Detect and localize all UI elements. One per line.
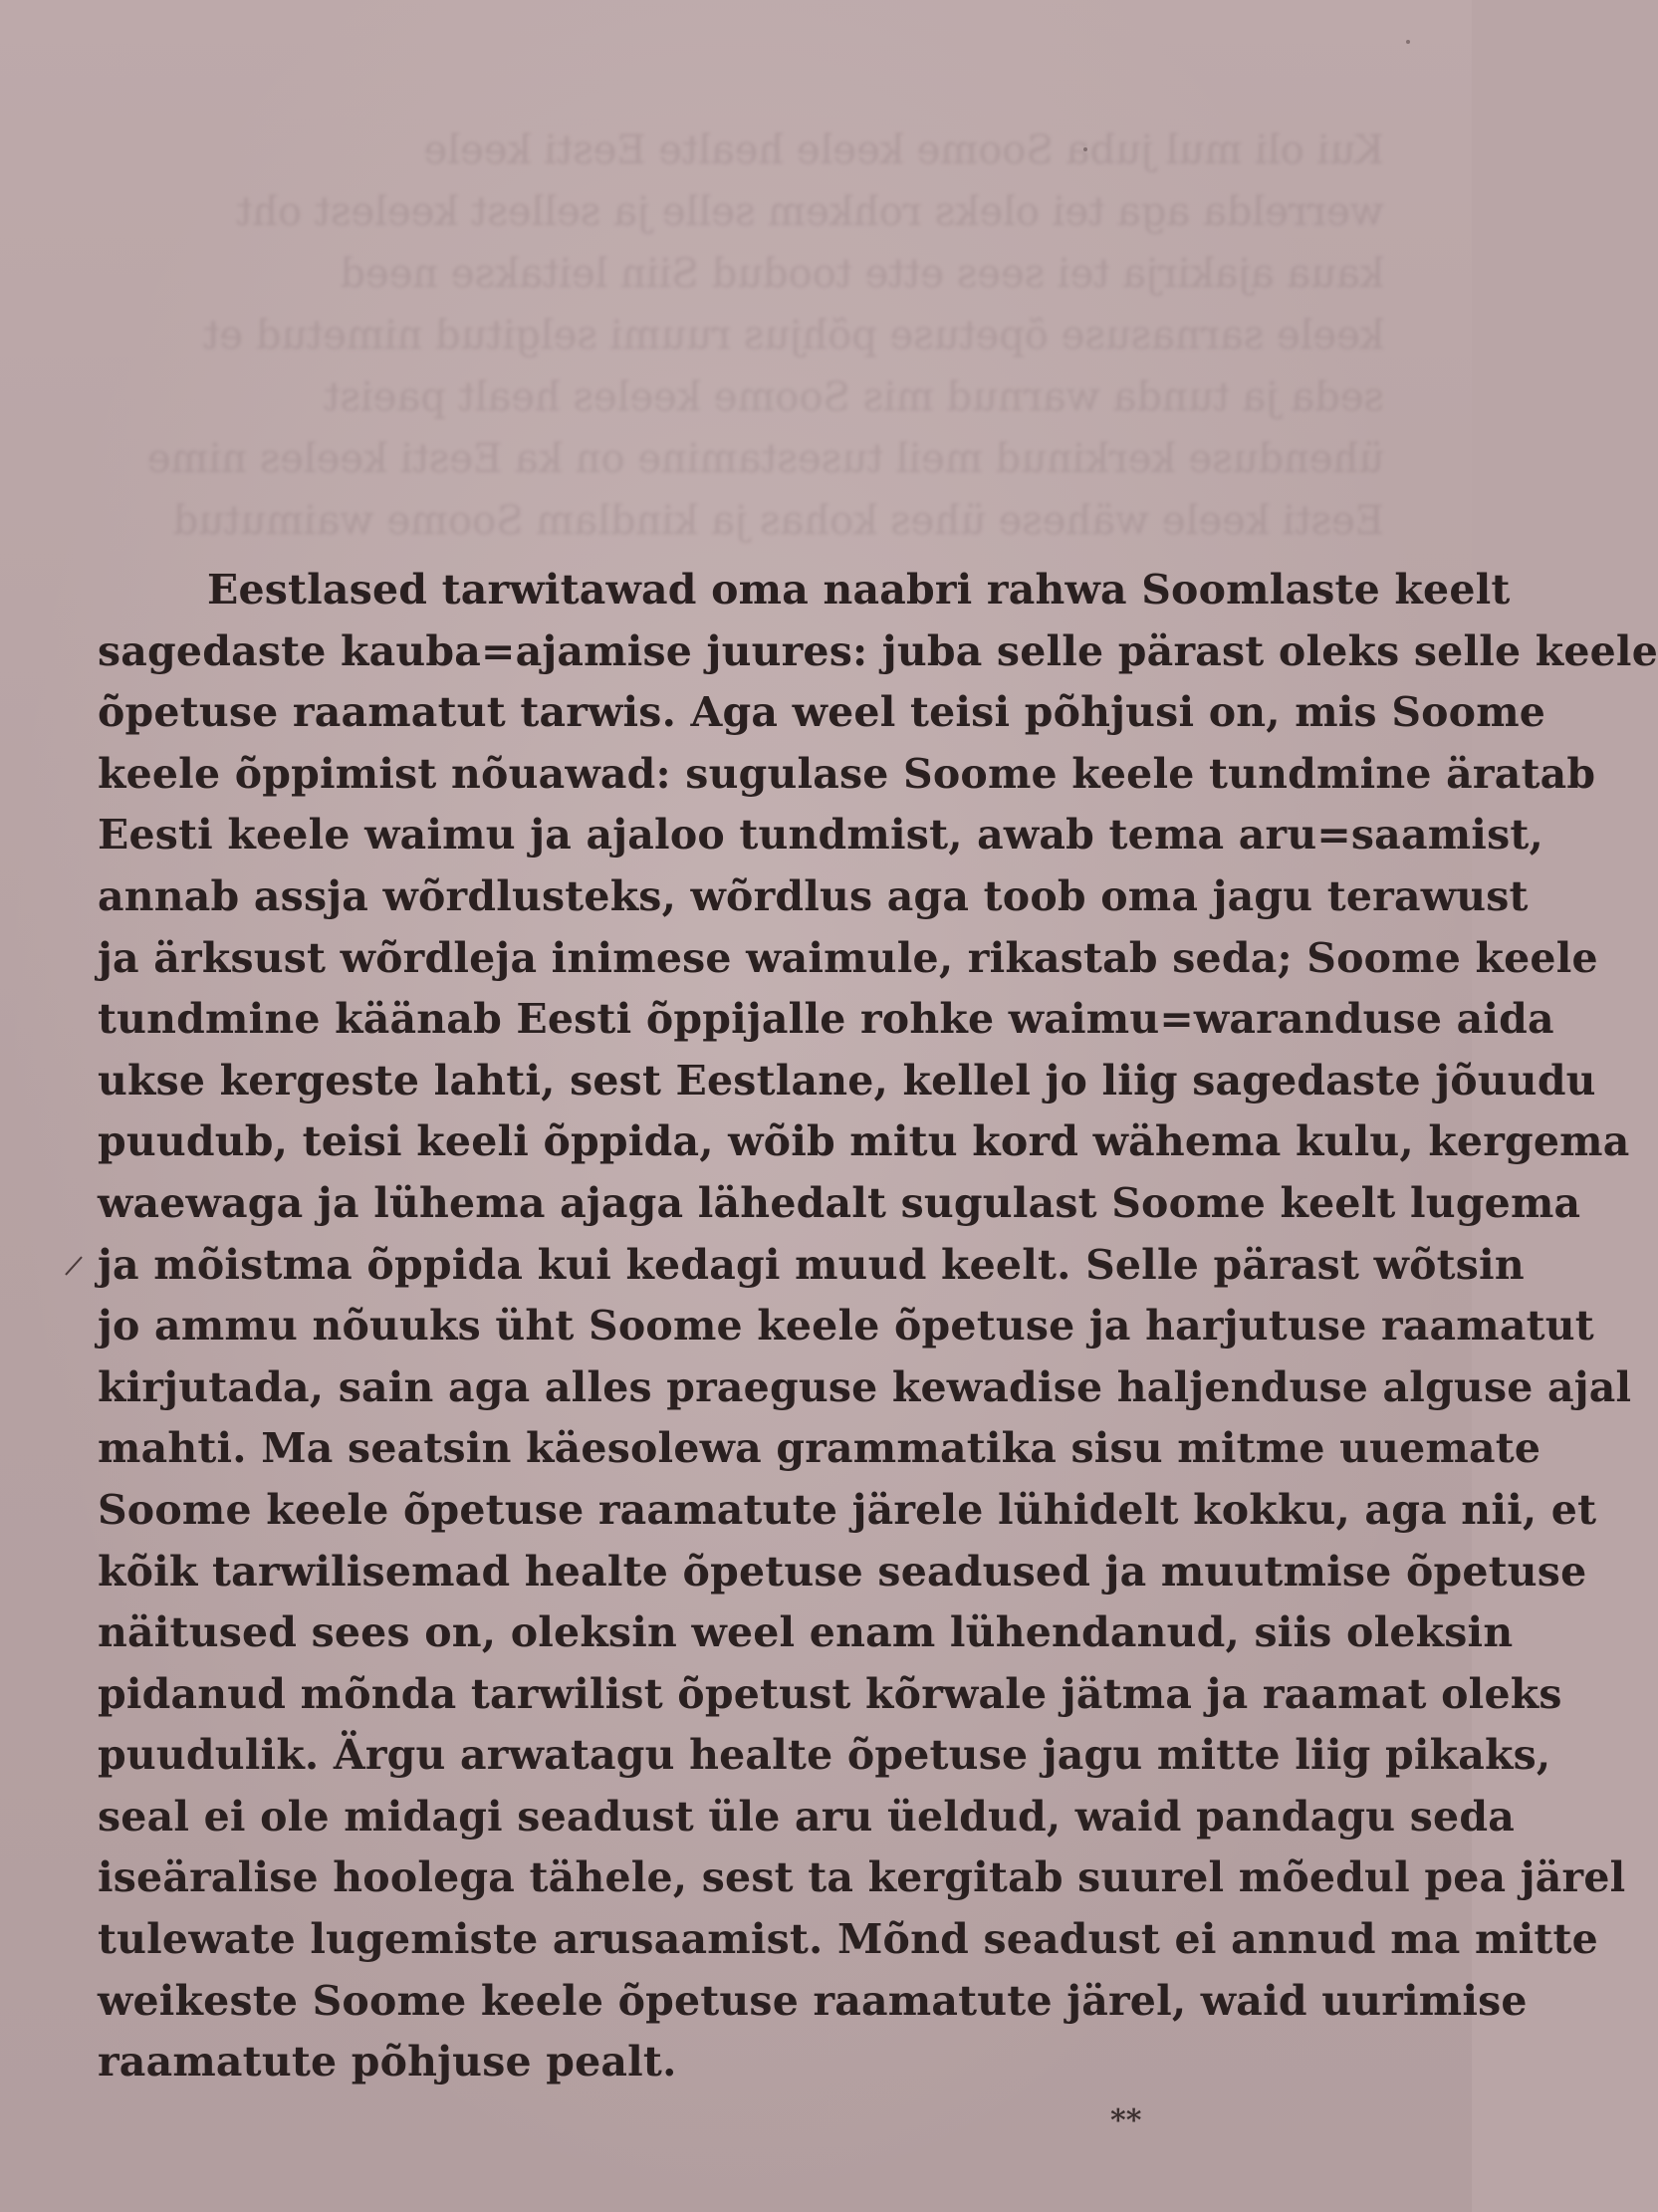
text-line: keele õppimist nõuawad: sugulase Soome keele tundmine äratab [98, 749, 1596, 798]
text-line: Soome keele õpetuse raamatute järele lühidelt kokku, aga nii, et [98, 1485, 1597, 1534]
signature-mark: ** [1110, 2103, 1142, 2138]
text-line: Eestlased tarwitawad oma naabri rahwa Soomlaste keelt [207, 566, 1511, 614]
text-line: waewaga ja lühema ajaga lähedalt sugulast Soome keelt lugema [98, 1178, 1581, 1227]
text-line: Eesti keele waimu ja ajaloo tundmist, awab tema aru=saamist, [98, 811, 1543, 860]
body-paragraph [98, 560, 1658, 2093]
text-line: kirjutada, sain aga alles praeguse kewadise haljenduse alguse ajal [98, 1362, 1632, 1411]
bleed-through-text: Kui oli mul juba Soome keele healte Eesti keele werrelda aga tei oleks rohkem selle ja sellest keelest oht kaua ajakirja tei sees ette toodud Siin leitakse need keele sarnasuse õpetuse põhjus ruumi selgitud nimetud et seda ja tunda warnud mis Soome keeles healt paeist ühenduse kerkinud meil tusestamine on ka Eesti keeles nime Eesti keele wähese ühes kohas ja kindlam Soome waimutud [146, 127, 1384, 544]
text-line: jo ammu nõuuks üht Soome keele õpetuse ja harjutuse raamatut [98, 1302, 1594, 1351]
text-line: ukse kergeste lahti, sest Eestlane, kellel jo liig sagedaste jõuudu [98, 1056, 1596, 1105]
text-line: annab assja wõrdlusteks, wõrdlus aga toob oma jagu terawust [98, 871, 1529, 920]
pencil-margin-mark [65, 1256, 83, 1275]
text-line: pidanud mõnda tarwilist õpetust kõrwale jätma ja raamat oleks [98, 1669, 1562, 1718]
text-line: seal ei ole midagi seadust üle aru üeldud, waid pandagu seda [98, 1792, 1515, 1841]
text-line: tundmine käänab Eesti õppijalle rohke waimu=waranduse aida [98, 995, 1554, 1044]
text-line: näitused sees on, oleksin weel enam lühendanud, siis oleksin [98, 1608, 1514, 1657]
text-line: ja ärksust wõrdleja inimese waimule, rikastab seda; Soome keele [98, 933, 1598, 982]
paper-speck [1083, 147, 1087, 151]
text-line: tulewate lugemiste arusaamist. Mõnd seadust ei annud ma mitte [98, 1915, 1598, 1964]
text-line: kõik tarwilisemad healte õpetuse seadused ja muutmise õpetuse [98, 1547, 1587, 1596]
text-line: mahti. Ma seatsin käesolewa grammatika sisu mitme uuemate [98, 1424, 1541, 1473]
text-line: weikeste Soome keele õpetuse raamatute järel, waid uurimise [98, 1976, 1528, 2025]
text-line: puudulik. Ärgu arwatagu healte õpetuse jagu mitte liig pikaks, [98, 1731, 1551, 1780]
text-line: sagedaste kauba=ajamise juures: juba selle pärast oleks selle keele [98, 626, 1658, 675]
paper-speck [1406, 40, 1410, 44]
text-line: raamatute põhjuse pealt. [98, 2038, 677, 2087]
text-line: puudub, teisi keeli õppida, wõib mitu kord wähema kulu, kergema [98, 1117, 1630, 1166]
text-line: iseäralise hoolega tähele, sest ta kergitab suurel mõedul pea järel [98, 1853, 1626, 1902]
text-line: ja mõistma õppida kui kedagi muud keelt. Selle pärast wõtsin [98, 1240, 1525, 1289]
text-line: õpetuse raamatut tarwis. Aga weel teisi põhjusi on, mis Soome [98, 688, 1546, 737]
